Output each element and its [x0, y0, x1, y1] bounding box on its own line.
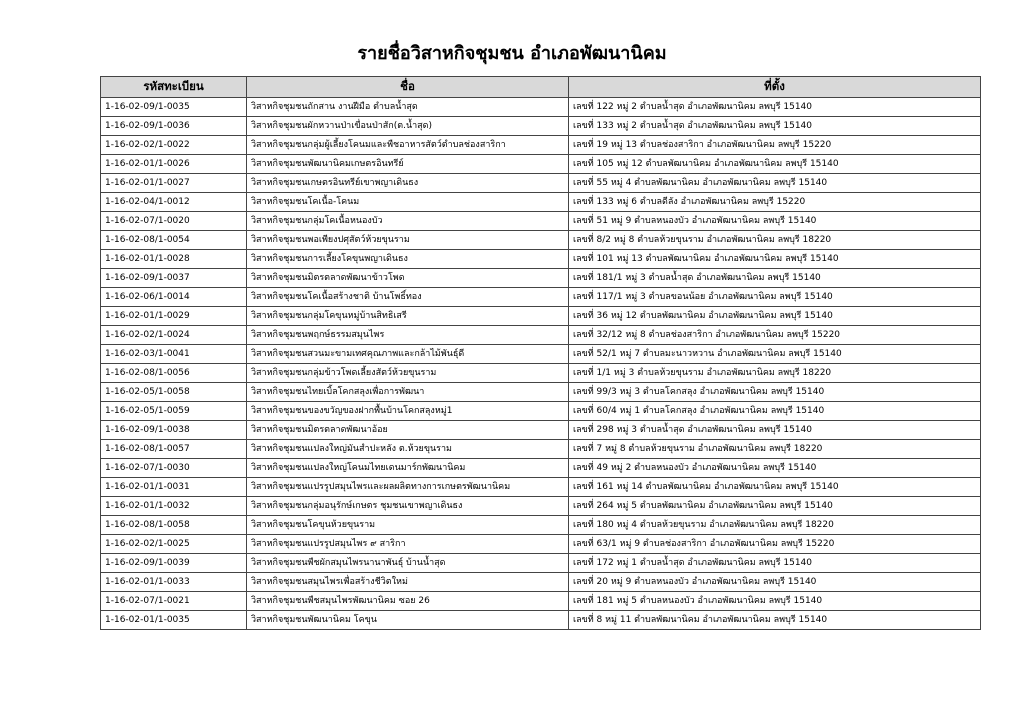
location-cell: เลขที่ 161 หมู่ 14 ตำบลพัฒนานิคม อำเภอพัฒนานิคม ลพบุรี 15140 — [569, 478, 981, 497]
table-row — [101, 155, 981, 174]
location-cell: เลขที่ 32/12 หมู่ 8 ตำบลช่องสาริกา อำเภอพัฒนานิคม ลพบุรี 15220 — [569, 326, 981, 345]
location-cell: เลขที่ 36 หมู่ 12 ตำบลพัฒนานิคม อำเภอพัฒนานิคม ลพบุรี 15140 — [569, 307, 981, 326]
name-cell: วิสาหกิจชุมชนเกษตรอินทรีย์เขาพญาเดินธง — [247, 174, 569, 193]
table-row — [101, 250, 981, 269]
location-cell: เลขที่ 122 หมู่ 2 ตำบลน้ำสุด อำเภอพัฒนานิคม ลพบุรี 15140 — [569, 98, 981, 117]
name-cell: วิสาหกิจชุมชนแปลงใหญ่โคนมไทยเดนมาร์กพัฒนานิคม — [247, 459, 569, 478]
registration-code-cell: 1-16-02-09/1-0036 — [101, 117, 247, 136]
name-cell: วิสาหกิจชุมชนแปรรูปสมุนไพรและผลผลิตทางการเกษตรพัฒนานิคม — [247, 478, 569, 497]
name-cell: วิสาหกิจชุมชนกลุ่มโคขุนหมู่บ้านสิทธิเสรี — [247, 307, 569, 326]
table-row — [101, 117, 981, 136]
name-cell: วิสาหกิจชุมชนโคเนื้อสร้างชาติ บ้านโพธิ์ทอง — [247, 288, 569, 307]
name-cell: วิสาหกิจชุมชนแปรรูปสมุนไพร ๙ สาริกา — [247, 535, 569, 554]
registration-code-cell: 1-16-02-01/1-0028 — [101, 250, 247, 269]
table-row — [101, 231, 981, 250]
location-cell: เลขที่ 298 หมู่ 3 ตำบลน้ำสุด อำเภอพัฒนานิคม ลพบุรี 15140 — [569, 421, 981, 440]
table-row — [101, 269, 981, 288]
table-row — [101, 535, 981, 554]
location-cell: เลขที่ 180 หมู่ 4 ตำบลห้วยขุนราม อำเภอพัฒนานิคม ลพบุรี 18220 — [569, 516, 981, 535]
table-row — [101, 193, 981, 212]
table-row — [101, 288, 981, 307]
table-row — [101, 136, 981, 155]
location-cell: เลขที่ 8 หมู่ 11 ตำบลพัฒนานิคม อำเภอพัฒนานิคม ลพบุรี 15140 — [569, 611, 981, 630]
header-name: ชื่อ — [247, 77, 569, 98]
name-cell: วิสาหกิจชุมชนกลุ่มอนุรักษ์เกษตร ชุมชนเขาพญาเดินธง — [247, 497, 569, 516]
location-cell: เลขที่ 181/1 หมู่ 3 ตำบลน้ำสุด อำเภอพัฒนานิคม ลพบุรี 15140 — [569, 269, 981, 288]
location-cell: เลขที่ 172 หมู่ 1 ตำบลน้ำสุด อำเภอพัฒนานิคม ลพบุรี 15140 — [569, 554, 981, 573]
registration-code-cell: 1-16-02-09/1-0038 — [101, 421, 247, 440]
table-row — [101, 573, 981, 592]
location-cell: เลขที่ 19 หมู่ 13 ตำบลช่องสาริกา อำเภอพัฒนานิคม ลพบุรี 15220 — [569, 136, 981, 155]
registration-code-cell: 1-16-02-02/1-0022 — [101, 136, 247, 155]
registration-code-cell: 1-16-02-05/1-0059 — [101, 402, 247, 421]
location-cell: เลขที่ 101 หมู่ 13 ตำบลพัฒนานิคม อำเภอพัฒนานิคม ลพบุรี 15140 — [569, 250, 981, 269]
table-row — [101, 326, 981, 345]
name-cell: วิสาหกิจชุมชนพืชสมุนไพรพัฒนานิคม ซอย 26 — [247, 592, 569, 611]
enterprise-table — [100, 76, 981, 630]
name-cell: วิสาหกิจชุมชนพืชผักสมุนไพรนานาพันธุ์ บ้านน้ำสุด — [247, 554, 569, 573]
table-row — [101, 212, 981, 231]
registration-code-cell: 1-16-02-01/1-0026 — [101, 155, 247, 174]
registration-code-cell: 1-16-02-01/1-0032 — [101, 497, 247, 516]
location-cell: เลขที่ 99/3 หมู่ 3 ตำบลโคกสลุง อำเภอพัฒนานิคม ลพบุรี 15140 — [569, 383, 981, 402]
name-cell: วิสาหกิจชุมชนสวนมะขามเทศคุณภาพและกล้าไม้พันธุ์ดี — [247, 345, 569, 364]
location-cell: เลขที่ 1/1 หมู่ 3 ตำบลห้วยขุนราม อำเภอพัฒนานิคม ลพบุรี 18220 — [569, 364, 981, 383]
registration-code-cell: 1-16-02-01/1-0027 — [101, 174, 247, 193]
registration-code-cell: 1-16-02-01/1-0033 — [101, 573, 247, 592]
location-cell: เลขที่ 133 หมู่ 6 ตำบลดีลัง อำเภอพัฒนานิคม ลพบุรี 15220 — [569, 193, 981, 212]
location-cell: เลขที่ 181 หมู่ 5 ตำบลหนองบัว อำเภอพัฒนานิคม ลพบุรี 15140 — [569, 592, 981, 611]
page-title: รายชื่อวิสาหกิจชุมชน อำเภอพัฒนานิคม — [357, 43, 667, 64]
location-cell: เลขที่ 8/2 หมู่ 8 ตำบลห้วยขุนราม อำเภอพัฒนานิคม ลพบุรี 18220 — [569, 231, 981, 250]
name-cell: วิสาหกิจชุมชนพฤกษ์ธรรมสมุนไพร — [247, 326, 569, 345]
name-cell: วิสาหกิจชุมชนกลุ่มผู้เลี้ยงโคนมและพืชอาหารสัตว์ตำบลช่องสาริกา — [247, 136, 569, 155]
registration-code-cell: 1-16-02-07/1-0030 — [101, 459, 247, 478]
table-row — [101, 497, 981, 516]
name-cell: วิสาหกิจชุมชนถักสาน งานฝีมือ ตำบลน้ำสุด — [247, 98, 569, 117]
header-registration-code: รหัสทะเบียน — [101, 77, 247, 98]
name-cell: วิสาหกิจชุมชนผักหวานป่าเขื่อนป่าสัก(ต.น้ำสุด) — [247, 117, 569, 136]
registration-code-cell: 1-16-02-01/1-0029 — [101, 307, 247, 326]
name-cell: วิสาหกิจชุมชนพอเพียงปศุสัตว์ห้วยขุนราม — [247, 231, 569, 250]
registration-code-cell: 1-16-02-08/1-0056 — [101, 364, 247, 383]
table-row — [101, 364, 981, 383]
table-row — [101, 98, 981, 117]
name-cell: วิสาหกิจชุมชนโคเนื้อ-โคนม — [247, 193, 569, 212]
table-header-row — [101, 77, 981, 98]
location-cell: เลขที่ 55 หมู่ 4 ตำบลพัฒนานิคม อำเภอพัฒนานิคม ลพบุรี 15140 — [569, 174, 981, 193]
registration-code-cell: 1-16-02-06/1-0014 — [101, 288, 247, 307]
location-cell: เลขที่ 60/4 หมู่ 1 ตำบลโคกสลุง อำเภอพัฒนานิคม ลพบุรี 15140 — [569, 402, 981, 421]
registration-code-cell: 1-16-02-09/1-0039 — [101, 554, 247, 573]
table-row — [101, 554, 981, 573]
name-cell: วิสาหกิจชุมชนกลุ่มโคเนื้อหนองบัว — [247, 212, 569, 231]
registration-code-cell: 1-16-02-08/1-0058 — [101, 516, 247, 535]
table-row — [101, 592, 981, 611]
registration-code-cell: 1-16-02-07/1-0020 — [101, 212, 247, 231]
location-cell: เลขที่ 51 หมู่ 9 ตำบลหนองบัว อำเภอพัฒนานิคม ลพบุรี 15140 — [569, 212, 981, 231]
name-cell: วิสาหกิจชุมชนพัฒนานิคม โคขุน — [247, 611, 569, 630]
name-cell: วิสาหกิจชุมชนแปลงใหญ่มันสำปะหลัง ต.ห้วยขุนราม — [247, 440, 569, 459]
table-body — [101, 98, 981, 630]
table-row — [101, 174, 981, 193]
table-row — [101, 345, 981, 364]
registration-code-cell: 1-16-02-02/1-0025 — [101, 535, 247, 554]
name-cell: วิสาหกิจชุมชนไทยเบิ้ลโคกสลุงเพื่อการพัฒนา — [247, 383, 569, 402]
table-row — [101, 402, 981, 421]
table-row — [101, 383, 981, 402]
name-cell: วิสาหกิจชุมชนมิตรตลาดพัฒนาอ้อย — [247, 421, 569, 440]
table-row — [101, 307, 981, 326]
table-row — [101, 478, 981, 497]
registration-code-cell: 1-16-02-08/1-0054 — [101, 231, 247, 250]
table-row — [101, 459, 981, 478]
table-row — [101, 516, 981, 535]
location-cell: เลขที่ 105 หมู่ 12 ตำบลพัฒนานิคม อำเภอพัฒนานิคม ลพบุรี 15140 — [569, 155, 981, 174]
header-location: ที่ตั้ง — [569, 77, 981, 98]
registration-code-cell: 1-16-02-01/1-0035 — [101, 611, 247, 630]
registration-code-cell: 1-16-02-09/1-0037 — [101, 269, 247, 288]
name-cell: วิสาหกิจชุมชนกลุ่มข้าวโพดเลี้ยงสัตว์ห้วยขุนราม — [247, 364, 569, 383]
location-cell: เลขที่ 264 หมู่ 5 ตำบลพัฒนานิคม อำเภอพัฒนานิคม ลพบุรี 15140 — [569, 497, 981, 516]
registration-code-cell: 1-16-02-03/1-0041 — [101, 345, 247, 364]
location-cell: เลขที่ 133 หมู่ 2 ตำบลน้ำสุด อำเภอพัฒนานิคม ลพบุรี 15140 — [569, 117, 981, 136]
location-cell: เลขที่ 20 หมู่ 9 ตำบลหนองบัว อำเภอพัฒนานิคม ลพบุรี 15140 — [569, 573, 981, 592]
name-cell: วิสาหกิจชุมชนการเลี้ยงโคขุนพญาเดินธง — [247, 250, 569, 269]
location-cell: เลขที่ 49 หมู่ 2 ตำบลหนองบัว อำเภอพัฒนานิคม ลพบุรี 15140 — [569, 459, 981, 478]
name-cell: วิสาหกิจชุมชนพัฒนานิคมเกษตรอินทรีย์ — [247, 155, 569, 174]
table-row — [101, 611, 981, 630]
registration-code-cell: 1-16-02-01/1-0031 — [101, 478, 247, 497]
table-row — [101, 421, 981, 440]
location-cell: เลขที่ 63/1 หมู่ 9 ตำบลช่องสาริกา อำเภอพัฒนานิคม ลพบุรี 15220 — [569, 535, 981, 554]
name-cell: วิสาหกิจชุมชนสมุนไพรเพื่อสร้างชีวิตใหม่ — [247, 573, 569, 592]
registration-code-cell: 1-16-02-02/1-0024 — [101, 326, 247, 345]
name-cell: วิสาหกิจชุมชนของขวัญของฝากพื้นบ้านโคกสลุงหมู่1 — [247, 402, 569, 421]
table-row — [101, 440, 981, 459]
name-cell: วิสาหกิจชุมชนโคขุนห้วยขุนราม — [247, 516, 569, 535]
name-cell: วิสาหกิจชุมชนมิตรตลาดพัฒนาข้าวโพด — [247, 269, 569, 288]
location-cell: เลขที่ 52/1 หมู่ 7 ตำบลมะนาวหวาน อำเภอพัฒนานิคม ลพบุรี 15140 — [569, 345, 981, 364]
registration-code-cell: 1-16-02-04/1-0012 — [101, 193, 247, 212]
registration-code-cell: 1-16-02-07/1-0021 — [101, 592, 247, 611]
registration-code-cell: 1-16-02-09/1-0035 — [101, 98, 247, 117]
location-cell: เลขที่ 7 หมู่ 8 ตำบลห้วยขุนราม อำเภอพัฒนานิคม ลพบุรี 18220 — [569, 440, 981, 459]
location-cell: เลขที่ 117/1 หมู่ 3 ตำบลขอนน้อย อำเภอพัฒนานิคม ลพบุรี 15140 — [569, 288, 981, 307]
registration-code-cell: 1-16-02-08/1-0057 — [101, 440, 247, 459]
registration-code-cell: 1-16-02-05/1-0058 — [101, 383, 247, 402]
